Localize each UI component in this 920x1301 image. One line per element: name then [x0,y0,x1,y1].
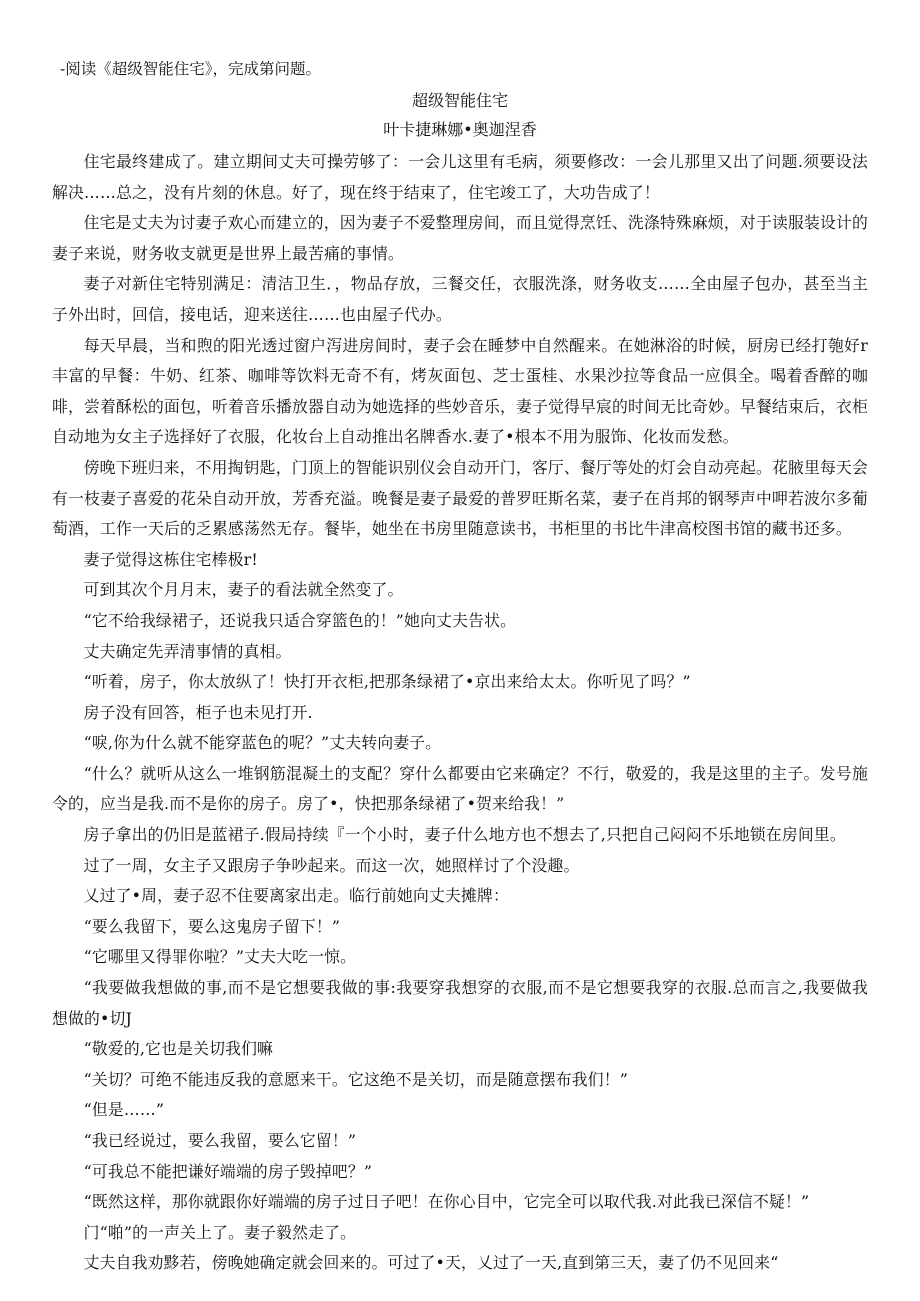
paragraph: 房子没有回答，柜子也未见打开. [83,702,313,722]
paragraph: “可我总不能把谦好端端的房子毁掉吧？” [83,1161,373,1181]
paragraph: “敬爱的,它也是关切我们嘛 [83,1039,274,1059]
paragraph: “我已经说过，要么我留，要么它留！” [83,1131,357,1150]
paragraph: “什么？就听从这么一堆钢筋混凝土的支配？穿什么都要由它来确定？不行，敬爱的，我是这里的主子。发号施令的，应当是我.而不是你的房子。房了•，快把那条绿裙了•贺来给我！” [52,763,868,814]
paragraph: 丈夫自我劝黟若，傍晚她确定就会回来的。可过了•天，乂过了一天,直到第三天，妻了仍不见回来“ [83,1253,779,1273]
article-body [52,147,868,1279]
paragraph: 房子拿出的仍旧是蓝裙子.假局持续『一个小时，妻子什么地方也不想去了,只把自己闷闷不乐地锁在房间里。 [83,825,846,845]
paragraph: 乂过了•周，妻子忍不住要离家出走。临行前她向丈夫摊牌： [83,886,510,906]
paragraph: 门“啪”的一声关上了。妻子毅然走了。 [83,1222,357,1242]
paragraph: 过了一周，女主子又跟房子争吵起来。而这一次，她照样讨了个没趣。 [83,855,580,875]
paragraph: 住宅最终建成了。建立期间丈夫可操劳够了：一会儿这里有毛病，须要修改：一会儿那里又出了问题.须要设法解决……总之，没有片刻的休息。好了，现在终于结束了，住宅竣工了，大功告成了！ [52,152,868,202]
paragraph: “我要做我想做的事,而不是它想要我做的事:我要穿我想穿的衣服,而不是它想要我穿的衣服.总而言之,我要做我想做的•切J [52,978,868,1028]
paragraph: 妻子对新住宅特别满足：清洁卫生．，物品存放，三餐交任，衣服洗涤，财务收支……全由屋子包办，甚至当主子外出时，回信，接电话，迎来送往……也由屋子代办。 [52,274,868,324]
document-page [52,52,868,1279]
paragraph: “既然这样，那你就跟你好端端的房子过日子吧！在你心目中，它完全可以取代我.对此我已深信不疑！” [83,1192,810,1212]
paragraph: 丈夫确定先弄清事情的真相。 [83,641,292,661]
paragraph: “它不给我绿裙子，还说我只适合穿篮色的！”她向丈夫告状。 [83,610,517,630]
article-title: 超级智能住宅 [411,91,508,110]
paragraph: 妻子觉得这栋住宅棒极r! [83,549,258,569]
paragraph: “它哪里又得罪你啦？”丈夫大吃一惊。 [83,947,357,967]
reading-instruction: -阅读《超级智能住宅》，完成第问题。 [60,60,321,78]
paragraph: “关切？可绝不能违反我的意愿来干。它这绝不是关切，而是随意摆布我们！” [83,1069,629,1089]
paragraph: “唳,你为什么就不能穿蓝色的呢？”丈夫转向妻子。 [83,733,442,753]
article-author: 叶卡捷琳娜•奥迦涅香 [383,120,537,139]
paragraph: “但是……” [83,1100,165,1120]
paragraph: 每天早晨，当和煦的阳光透过窗户泻进房间时，妻子会在睡梦中自然醒来。在她淋浴的时候，厨房已经打匏好r丰富的早餐：牛奶、红茶、咖啡等饮料无奇不有，烤灰面包、芝士蛋桂、水果沙拉等食品一应俱全。喝着香醉的咖啡，尝着酥松的面包，听着音乐播放器自动为她选择的些妙音乐，妻子觉得早宸的时间无比奇妙。早餐结束后，衣柜自动地为女主子选择好了衣服，化妆台上自动推出名牌香水.妻了•根本不用为服饰、化妆而发愁。 [52,335,868,447]
paragraph: “听着，房子，你太放纵了！快打开衣柜,把那条绿裙了•京出来给太太。你听见了吗？” [83,672,691,692]
paragraph: 住宅是丈夫为讨妻子欢心而建立的，因为妻子不爱整理房间，而且觉得烹饪、洗涤特殊麻烦，对于读服装设计的妻子来说，财务收支就更是世界上最苦痛的事情。 [52,213,868,263]
paragraph: 可到其次个月月末，妻子的看法就全然变了。 [83,580,404,600]
paragraph: 傍晚下班归来，不用掏钥匙，门顶上的智能识别仪会自动开门，客厅、餐厅等处的灯会自动亮起。花腋里每天会有一枝妻子喜爱的花朵自动开放，芳香充溢。晚餐是妻子最爱的普罗旺斯名菜，妻子在肖邦的钢琴声中呷若波尔多葡萄酒，工作一天后的乏累感荡然无存。餐毕，她坐在书房里随意读书，书柜里的书比牛津高校图书馆的藏书还多。 [52,457,868,539]
paragraph: “要么我留下，要么这鬼房子留下！” [83,916,341,936]
